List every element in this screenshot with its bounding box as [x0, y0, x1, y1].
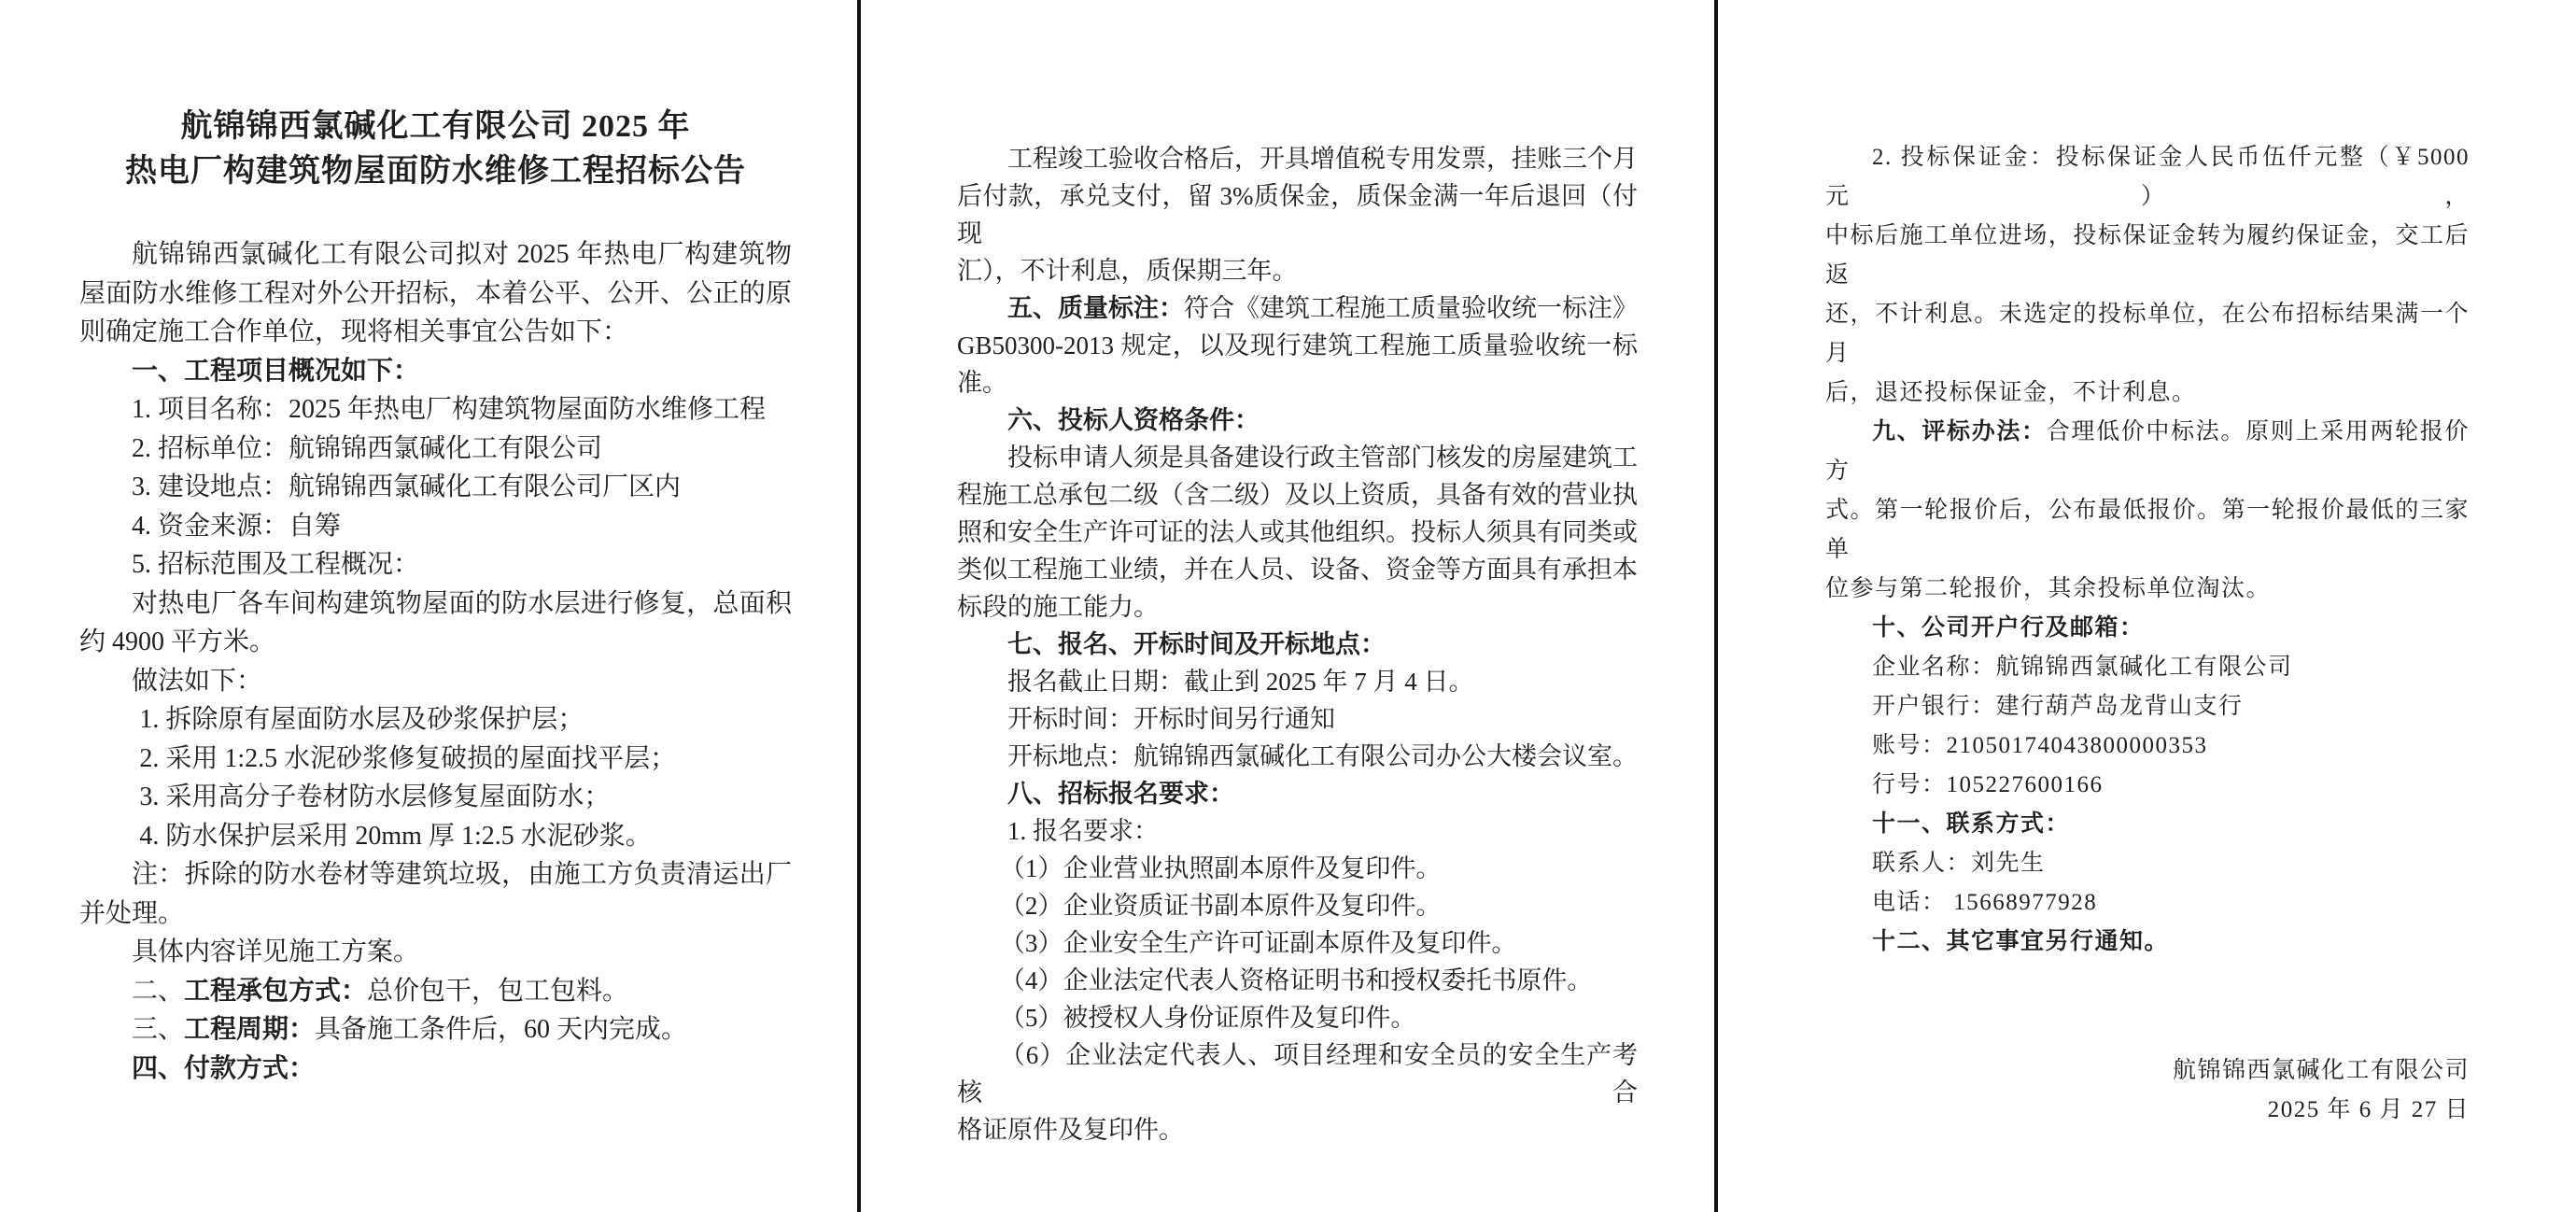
- body-text: （2）企业资质证书副本原件及复印件。: [999, 892, 1442, 920]
- body-text: 企业名称：航锦锦西氯碱化工有限公司: [1872, 655, 2293, 680]
- body-text: 2. 投标保证金：投标保证金人民币伍仟元整（￥5000 元），: [1825, 145, 2470, 209]
- body-text: 做法如下：: [132, 666, 263, 696]
- heading-text: 十、公司开户行及邮箱：: [1872, 615, 2145, 641]
- body-text: 准。: [957, 369, 1007, 397]
- body-text: 电话： 15668977928: [1872, 890, 2098, 915]
- document-title: [79, 105, 792, 194]
- body-text: 具体内容详见施工方案。: [132, 937, 420, 966]
- text-line: [957, 252, 1638, 289]
- body-text: 约 4900 平方米。: [79, 627, 276, 656]
- text-line: [957, 962, 1638, 999]
- text-line: [79, 778, 792, 817]
- text-line: [957, 1036, 1638, 1111]
- text-line: [79, 585, 792, 624]
- body-text: 屋面防水维修工程对外公开招标，本着公平、公开、公正的原: [79, 278, 792, 308]
- text-line: [79, 468, 792, 507]
- body-text: GB50300-2013 规定，以及现行建筑工程施工质量验收统一标: [957, 331, 1638, 359]
- body-text: 1. 拆除原有屋面防水层及砂浆保护层；: [139, 705, 584, 734]
- body-text: 1. 报名要求：: [1007, 817, 1159, 845]
- heading-text: 九、评标办法：: [1872, 419, 2047, 444]
- text-line: [957, 812, 1638, 850]
- body-text: 并处理。: [79, 898, 185, 928]
- heading-text: 五、质量标注：: [1007, 294, 1184, 322]
- page-3: [1719, 0, 2576, 1212]
- body-text: 注：拆除的防水卷材等建筑垃圾，由施工方负责清运出厂: [132, 860, 792, 889]
- body-text: 报名截止日期：截止到 2025 年 7 月 4 日。: [1007, 668, 1474, 696]
- body-text: 照和安全生产许可证的法人或其他组织。投标人须具有同类或: [957, 518, 1638, 546]
- text-line: [79, 1010, 792, 1050]
- text-line: [957, 663, 1638, 700]
- body-text: 3. 采用高分子卷材防水层修复屋面防水；: [139, 782, 611, 811]
- body-text: 中标后施工单位进场，投标保证金转为履约保证金，交工后返: [1825, 223, 2470, 288]
- text-line: [957, 924, 1638, 962]
- text-line: [1825, 883, 2470, 923]
- heading-text: 十二、其它事宜另行通知。: [1872, 929, 2170, 954]
- body-text: （4）企业法定代表人资格证明书和授权委托书原件。: [999, 966, 1593, 994]
- body-text: 对热电厂各车间构建筑物屋面的防水层进行修复，总面积: [132, 588, 792, 618]
- body-text: 后，退还投标保证金，不计利息。: [1825, 380, 2197, 405]
- text-line: [957, 626, 1638, 663]
- page-3-text: [1825, 138, 2470, 1130]
- text-line: [957, 364, 1638, 402]
- text-line: [957, 289, 1638, 327]
- text-line: [1825, 923, 2470, 962]
- page-2-text: [957, 140, 1638, 1149]
- text-line: [1825, 295, 2470, 373]
- body-text: 2. 采用 1:2.5 水泥砂浆修复破损的屋面找平层；: [139, 743, 677, 773]
- body-text: 2025 年 6 月 27 日: [2267, 1097, 2470, 1122]
- text-line: [1825, 217, 2470, 295]
- body-text: 符合《建筑工程施工质量验收统一标注》: [1184, 294, 1638, 322]
- text-line: [1825, 491, 2470, 570]
- text-line: [79, 972, 792, 1011]
- page-divider-2: [1714, 0, 1718, 1212]
- text-line: [79, 545, 792, 585]
- document-title-line-2: 热电厂构建筑物屋面防水维修工程招标公告: [125, 154, 746, 189]
- body-text: 5. 招标范围及工程概况：: [132, 550, 420, 579]
- text-line: [79, 352, 792, 391]
- text-line: [79, 390, 792, 430]
- text-line: [79, 275, 792, 314]
- text-line: [79, 933, 792, 972]
- text-line: [1825, 373, 2470, 413]
- text-line: [1825, 726, 2470, 766]
- text-line: [1825, 844, 2470, 883]
- text-line: [79, 235, 792, 275]
- text-line: [957, 327, 1638, 364]
- text-line: [79, 700, 792, 740]
- page-1-text: [79, 235, 792, 1088]
- body-text: 合理低价中标法。原则上采用两轮报价方: [1825, 419, 2470, 484]
- text-line: [957, 887, 1638, 924]
- text-line: [1825, 648, 2470, 687]
- text-line: [1825, 570, 2470, 609]
- heading-text: 六、投标人资格条件：: [1007, 406, 1260, 434]
- body-text: 具备施工条件后，60 天内完成。: [315, 1015, 688, 1044]
- text-line: [957, 439, 1638, 476]
- text-line: [1825, 413, 2470, 491]
- heading-text: 工程承包方式：: [184, 976, 368, 1006]
- text-line: [957, 476, 1638, 514]
- text-line: [1825, 138, 2470, 217]
- body-text: 账号：21050174043800000353: [1872, 733, 2208, 758]
- heading-text: 十一、联系方式：: [1872, 811, 2071, 837]
- body-text: 开标地点：航锦锦西氯碱化工有限公司办公大楼会议室。: [1007, 742, 1638, 770]
- body-text: 还，不计利息。未选定的投标单位，在公布招标结果满一个月: [1825, 302, 2470, 366]
- body-text: 开户银行：建行葫芦岛龙背山支行: [1872, 694, 2244, 719]
- body-text: （1）企业营业执照副本原件及复印件。: [999, 854, 1442, 882]
- text-line: [957, 775, 1638, 812]
- body-text: 4. 防水保护层采用 20mm 厚 1:2.5 水泥砂浆。: [139, 821, 652, 851]
- page-1: [0, 0, 859, 1212]
- body-text: （3）企业安全生产许可证副本原件及复印件。: [999, 929, 1517, 957]
- body-text: 标段的施工能力。: [957, 593, 1159, 621]
- text-line: [79, 855, 792, 895]
- text-line: [957, 999, 1638, 1036]
- text-line: [957, 140, 1638, 177]
- text-line: [79, 895, 792, 934]
- text-line: [1825, 1091, 2470, 1130]
- text-line: [79, 313, 792, 352]
- body-text: 总价包干，包工包料。: [367, 976, 629, 1006]
- text-line: [79, 662, 792, 701]
- text-line: [957, 177, 1638, 252]
- heading-text: 一、工程项目概况如下：: [132, 356, 420, 386]
- heading-text: 四、付款方式：: [132, 1053, 316, 1083]
- body-text: 航锦锦西氯碱化工有限公司拟对 2025 年热电厂构建筑物: [132, 240, 792, 269]
- body-text: 工程竣工验收合格后，开具增值税专用发票，挂账三个月: [1007, 145, 1638, 173]
- document-title-line-1: 航锦锦西氯碱化工有限公司 2025 年: [180, 109, 691, 144]
- heading-text: 七、报名、开标时间及开标地点：: [1007, 630, 1386, 658]
- body-text: 后付款，承兑支付，留 3%质保金，质保金满一年后退回（付现: [957, 182, 1638, 247]
- text-line: [79, 740, 792, 779]
- body-text: （5）被授权人身份证原件及复印件。: [999, 1004, 1416, 1032]
- body-text: 3. 建设地点：航锦锦西氯碱化工有限公司厂区内: [132, 472, 682, 501]
- text-line: [957, 514, 1638, 551]
- text-line: [79, 817, 792, 856]
- body-text: 三、: [132, 1015, 185, 1044]
- text-line: [957, 738, 1638, 775]
- text-line: [79, 623, 792, 662]
- body-text: 1. 项目名称：2025 年热电厂构建筑物屋面防水维修工程: [132, 395, 767, 424]
- text-line: [79, 1050, 792, 1089]
- body-text: 联系人：刘先生: [1872, 851, 2046, 876]
- heading-text: 工程周期：: [184, 1015, 316, 1044]
- body-text: 行号：105227600166: [1872, 772, 2104, 797]
- text-line: [1825, 609, 2470, 648]
- body-text: 二、: [132, 976, 185, 1006]
- text-line: [957, 700, 1638, 738]
- text-line: [957, 850, 1638, 887]
- page-divider-1: [857, 0, 861, 1212]
- text-line: [79, 507, 792, 546]
- body-text: 开标时间：开标时间另行通知: [1007, 705, 1335, 733]
- text-line: [957, 402, 1638, 439]
- page-2: [862, 0, 1714, 1212]
- body-text: 式。第一轮报价后，公布最低报价。第一轮报价最低的三家单: [1825, 498, 2470, 562]
- body-text: 投标申请人须是具备建设行政主管部门核发的房屋建筑工: [1007, 444, 1638, 472]
- body-text: 位参与第二轮报价，其余投标单位淘汰。: [1825, 576, 2272, 601]
- text-line: [79, 430, 792, 469]
- text-line: [1825, 1051, 2470, 1091]
- text-line: [957, 1111, 1638, 1149]
- body-text: 2. 招标单位：航锦锦西氯碱化工有限公司: [132, 433, 603, 463]
- text-line: [1825, 766, 2470, 805]
- body-text: 类似工程施工业绩，并在人员、设备、资金等方面具有承担本: [957, 556, 1638, 584]
- body-text: 航锦锦西氯碱化工有限公司: [2172, 1058, 2470, 1083]
- text-line: [957, 588, 1638, 626]
- body-text: 程施工总承包二级（含二级）及以上资质，具备有效的营业执: [957, 481, 1638, 509]
- text-line: [1825, 805, 2470, 844]
- body-text: 汇），不计利息，质保期三年。: [957, 257, 1298, 285]
- body-text: （6）企业法定代表人、项目经理和安全员的安全生产考核合: [957, 1041, 1638, 1106]
- body-text: 则确定施工合作单位，现将相关事宜公告如下：: [79, 317, 629, 346]
- body-text: 格证原件及复印件。: [957, 1116, 1184, 1144]
- body-text: 4. 资金来源：自筹: [132, 511, 342, 541]
- text-line: [957, 551, 1638, 588]
- heading-text: 八、招标报名要求：: [1007, 780, 1234, 808]
- text-line: [1825, 687, 2470, 726]
